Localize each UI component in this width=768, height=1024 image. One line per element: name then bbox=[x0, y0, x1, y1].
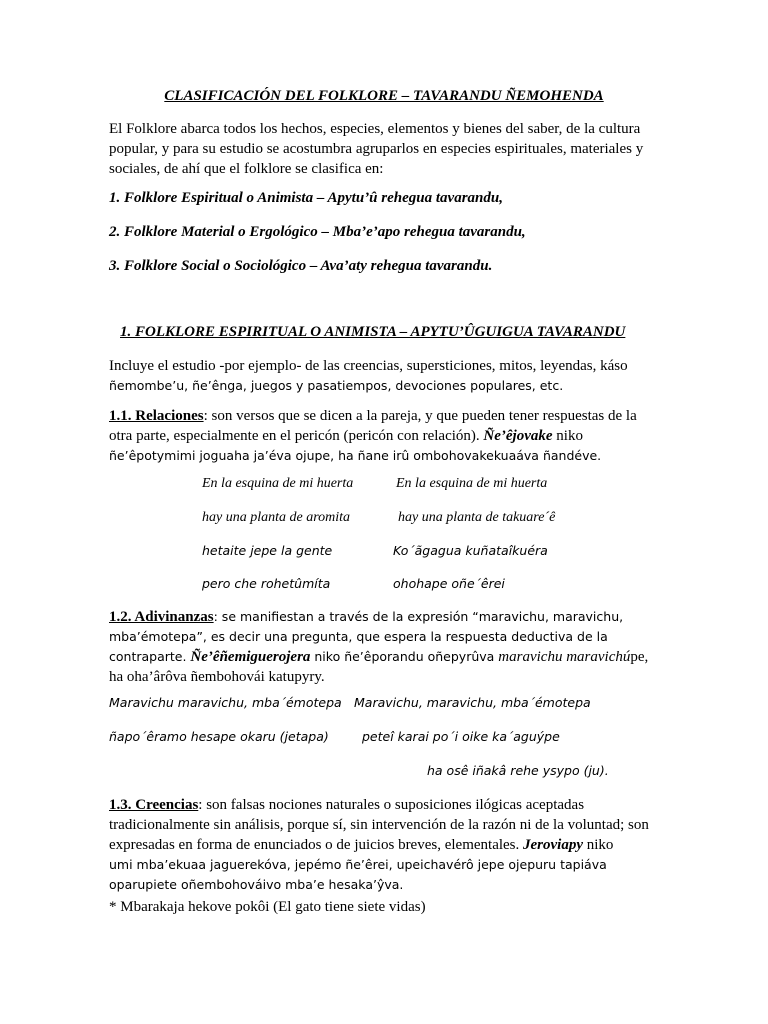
adivinanzas-term: Ñe’êñemiguerojera bbox=[190, 649, 311, 665]
relacion-verse-right-1: En la esquina de mi huerta bbox=[396, 476, 548, 491]
adivinanza-verse-right-3: ha osê iñakâ rehe ysypo (ju). bbox=[427, 763, 609, 778]
adivinanza-verse-right-1: Maravichu, maravichu, mba´émotepa bbox=[354, 695, 591, 710]
adivinanzas-line2: mba’émotepa”, es decir una pregunta, que espera la respuesta deductiva de la bbox=[109, 629, 608, 644]
relaciones-text2: niko bbox=[552, 428, 583, 444]
relacion-verse-right-2: hay una planta de takuare´ê bbox=[398, 510, 556, 525]
section-intro bbox=[109, 356, 661, 396]
intro-paragraph: El Folklore abarca todos los hechos, especies, elementos y bienes del saber, de la cultura popular, y para su estudio se acostumbra agruparlos en especies espirituales, materiales y sociales, de ahí que el folklore se clasifica en: bbox=[109, 121, 644, 177]
adivinanza-verse-right-2: peteî karai po´i oike ka´aguýpe bbox=[362, 729, 560, 744]
category-2: 2. Folklore Material o Ergológico – Mba’e’apo rehegua tavarandu, bbox=[109, 224, 526, 240]
relacion-verse-left-1: En la esquina de mi huerta bbox=[202, 476, 354, 491]
adivinanzas-paragraph bbox=[109, 607, 661, 687]
relaciones-term: Ñe’êjovake bbox=[483, 428, 553, 444]
adivinanza-verse-left-2: ñapo´êramo hesape okaru (jetapa) bbox=[109, 729, 329, 744]
adivinanza-verse-left-1: Maravichu maravichu, mba´émotepa bbox=[109, 695, 342, 710]
category-1: 1. Folklore Espiritual o Animista – Apytu’û rehegua tavarandu, bbox=[109, 190, 503, 206]
relaciones-heading: 1.1. Relaciones bbox=[109, 408, 204, 424]
creencias-example: * Mbarakaja hekove pokôi (El gato tiene siete vidas) bbox=[109, 899, 426, 915]
creencias-line1: : son falsas nociones naturales o suposiciones ilógicas aceptadas tradicionalmente sin análisis, porque sí, sin intervención de la razón ni de la voluntad; son expresadas en forma de enunciados o de juicios breves, elementales. bbox=[109, 797, 649, 853]
relacion-verse-left-2: hay una planta de aromita bbox=[202, 510, 351, 525]
relacion-verse-left-3: hetaite jepe la gente bbox=[202, 543, 333, 558]
section-intro-line1: Incluye el estudio -por ejemplo- de las creencias, supersticiones, mitos, leyendas, káso bbox=[109, 358, 628, 374]
relacion-verse-left-4: pero che rohetûmíta bbox=[202, 576, 331, 591]
relacion-verse-right-4: ohohape oñe´êrei bbox=[393, 576, 505, 591]
creencias-line2: umi mba’ekuaa jaguerekóva, jepémo ñe’êrei, upeichavérô jepe ojepuru tapiáva bbox=[109, 857, 607, 872]
creencias-line3: oparupiete oñembohováivo mba’e hesaka’ŷva. bbox=[109, 877, 404, 892]
adivinanzas-line3b: niko ñe’êporandu oñepyrûva bbox=[310, 649, 499, 664]
adivinanzas-line4: ha oha’ârôva ñembohovái katupyry. bbox=[109, 669, 325, 685]
creencias-heading: 1.3. Creencias bbox=[109, 797, 199, 813]
adivinanzas-heading: 1.2. Adivinanzas bbox=[109, 609, 214, 625]
adivinanzas-line3d: pe, bbox=[630, 649, 649, 665]
adivinanzas-line3c: maravichu maravichú bbox=[498, 649, 631, 665]
adivinanzas-line3a: contraparte. bbox=[109, 649, 191, 664]
creencias-line1b: niko bbox=[583, 837, 614, 853]
section-intro-line2: ñemombe’u, ñe’ênga, juegos y pasatiempos, devociones populares, etc. bbox=[109, 378, 564, 393]
relaciones-paragraph bbox=[109, 406, 661, 466]
relaciones-text3: ñe’êpotymimi joguaha ja’éva ojupe, ha ñane irû ombohovakekuaáva ñandéve. bbox=[109, 448, 602, 463]
creencias-paragraph bbox=[109, 795, 661, 895]
page-title: CLASIFICACIÓN DEL FOLKLORE – TAVARANDU ÑEMOHENDA bbox=[164, 88, 604, 104]
relaciones-text: : son versos que se dicen a la pareja, y que pueden tener respuestas de la otra parte, especialmente en el pericón (pericón con relación). bbox=[109, 408, 637, 444]
adivinanzas-line1: : se manifiestan a través de la expresión “maravichu, maravichu, bbox=[213, 609, 624, 624]
creencias-term: Jeroviapy bbox=[523, 837, 583, 853]
category-3: 3. Folklore Social o Sociológico – Ava’aty rehegua tavarandu. bbox=[109, 258, 493, 274]
relacion-verse-right-3: Ko´ãgagua kuñataîkuéra bbox=[393, 543, 548, 558]
section-heading: 1. FOLKLORE ESPIRITUAL O ANIMISTA – APYTU’ÛGUIGUA TAVARANDU bbox=[120, 324, 626, 340]
